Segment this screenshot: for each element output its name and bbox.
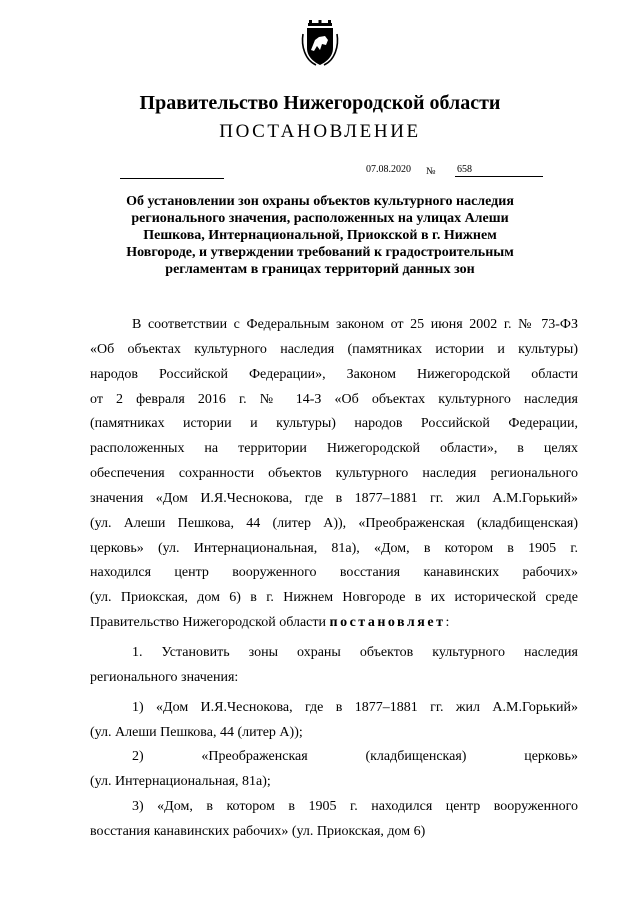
preamble-line: (памятниках истории и культуры) народов Российской Федерации,	[90, 416, 578, 432]
item-1-line: регионального значения:	[90, 669, 239, 685]
resolves-colon: :	[445, 615, 450, 631]
preamble-line: народов Российской Федерации», Законом Нижегородской области	[90, 366, 578, 382]
preamble-line: расположенных на территории Нижегородской области», в целях	[90, 441, 578, 457]
preamble-line: (ул. Приокская, дом 6) в г. Нижнем Новгороде в их исторической среде	[90, 590, 578, 606]
preamble-line: В соответствии с Федеральным законом от 25 июня 2002 г. № 73-ФЗ	[132, 317, 578, 332]
subitem-1-line: 1) «Дом И.Я.Чеснокова, где в 1877–1881 гг. жил А.М.Горький»	[132, 699, 578, 715]
preamble-line: значения «Дом И.Я.Чеснокова, где в 1877–1881 гг. жил А.М.Горький»	[90, 490, 578, 506]
coat-of-arms-icon	[300, 20, 340, 68]
preamble-line: находился центр вооруженного восстания канавинских рабочих»	[90, 565, 578, 581]
preamble-line: церковь» (ул. Интернациональная, 81а), «Дом, в котором в 1905 г.	[90, 540, 578, 556]
preamble-final-line	[90, 611, 578, 636]
preamble-line: от 2 февраля 2016 г. № 14-З «Об объектах культурного наследия	[90, 391, 578, 407]
subitem-2-line: (ул. Интернациональная, 81а);	[90, 774, 271, 790]
number-sign: №	[426, 166, 436, 177]
preamble-line: обеспечения сохранности объектов культурного наследия регионального	[90, 466, 578, 482]
resolves-word: постановляет	[329, 615, 446, 631]
document-subject	[110, 193, 530, 278]
preamble-final-text: Правительство Нижегородской области	[90, 615, 326, 631]
preamble-line: «Об объектах культурного наследия (памятниках истории и культуры)	[90, 341, 578, 357]
document-number: 658	[455, 164, 543, 177]
subject-line: Пешкова, Интернациональной, Приокской в г. Нижнем	[143, 228, 497, 243]
subject-line: регламентам в границах территорий данных зон	[165, 262, 475, 277]
document-type: ПОСТАНОВЛЕНИЕ	[219, 121, 421, 142]
item-1-line: 1. Установить зоны охраны объектов культурного наследия	[132, 644, 578, 660]
document-date: 07.08.2020	[366, 164, 411, 175]
blank-line	[120, 178, 224, 179]
preamble-line: (ул. Алеши Пешкова, 44 (литер А)), «Преображенская (кладбищенская)	[90, 515, 578, 531]
subject-line: регионального значения, расположенных на улицах Алеши	[131, 211, 509, 226]
government-title: Правительство Нижегородской области	[139, 92, 501, 114]
subitem-3-line: 3) «Дом, в котором в 1905 г. находился центр вооруженного	[132, 799, 578, 815]
subitem-1-line: (ул. Алеши Пешкова, 44 (литер А));	[90, 724, 303, 740]
subitem-2-line: 2) «Преображенская (кладбищенская) церковь»	[132, 749, 578, 765]
subitem-3-line: восстания канавинских рабочих» (ул. Приокская, дом 6)	[90, 823, 426, 839]
subject-line: Об установлении зон охраны объектов культурного наследия	[126, 194, 514, 209]
document-body	[90, 313, 578, 845]
subject-line: Новгороде, и утверждении требований к градостроительным	[126, 245, 514, 260]
